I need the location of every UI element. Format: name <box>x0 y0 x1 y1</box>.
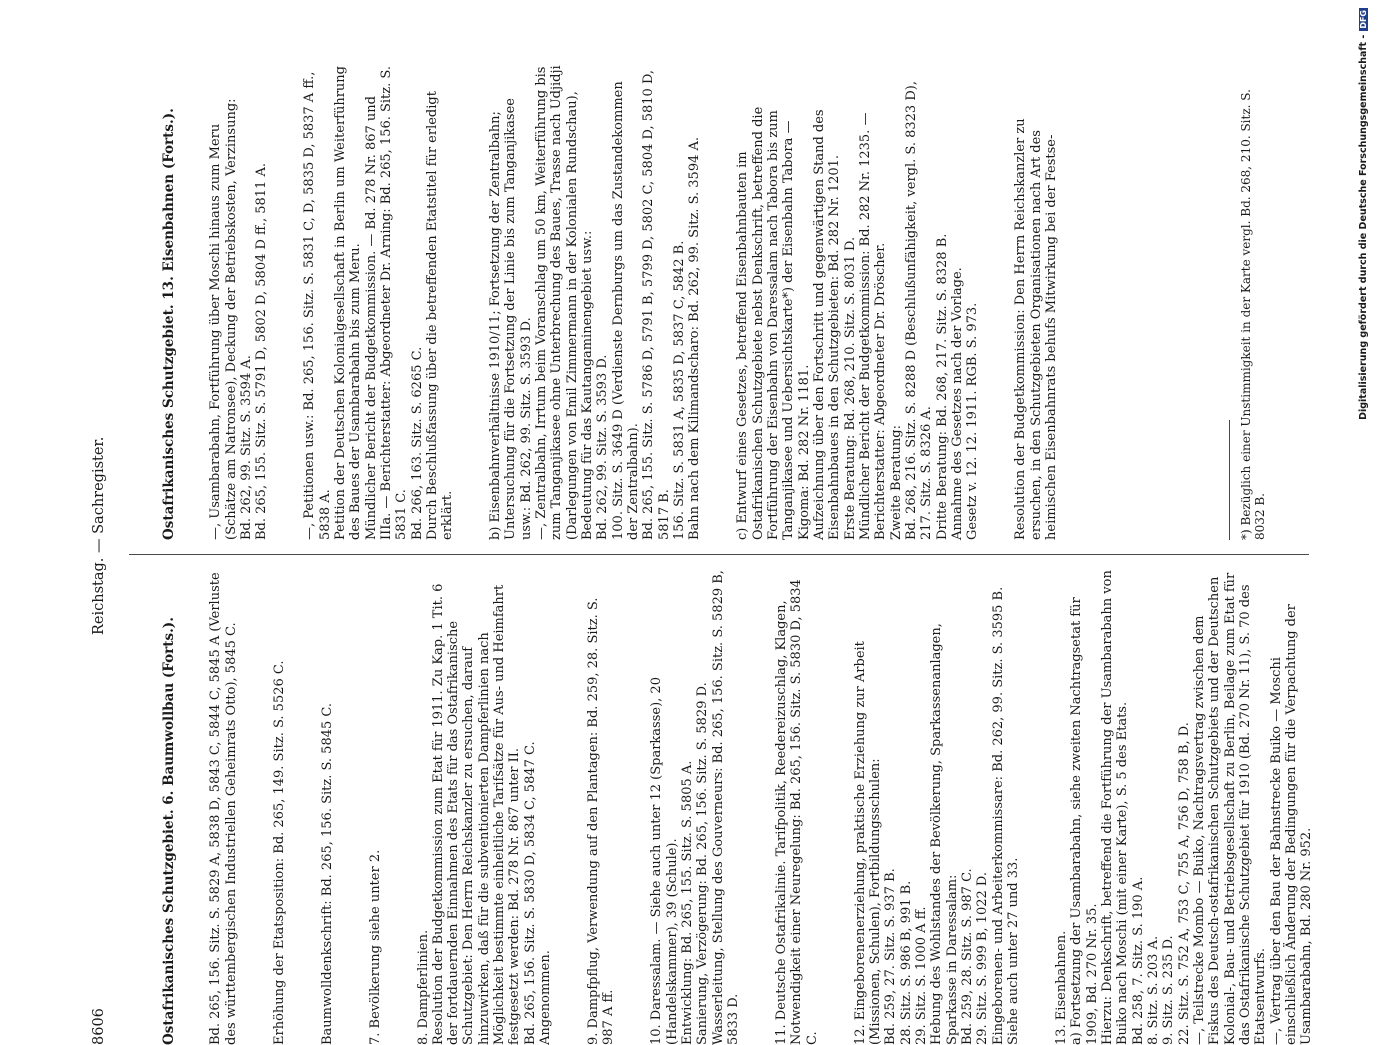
scanned-page <box>91 45 1331 1045</box>
index-entry: 8. Dampferlinien. Resolution der Budgetkommission zum Etat für 1911. Zu Kap. 1 Tit. 6 der fortdauernden Einnahmen des Etats für das Ostafrikanische Schutzgebiet: Den Herrn Reichskanzler zu ersuchen, darauf hinzuwirken, daß für die subventionierten Dampferlinien nach Möglichkeit bestimmte einheitliche Tarifsätze für Aus- und Heimfahrt festgesetzt werden: Bd. 278 Nr. 867 unter II. Bd. 265, 156. Sitz. S. 5830 D, 5834 C, 5847 C. Angenommen. <box>415 583 554 1045</box>
column-divider <box>129 554 1309 555</box>
column-heading: Ostafrikanisches Schutzgebiet. 13. Eisenbahnen (Forts.). <box>160 108 177 540</box>
page-number: 8606 <box>91 1008 107 1045</box>
index-entry: —, Usambarabahn, Fortführung über Moschi hinaus zum Meru (Schätze am Natronsee), Deckung der Betriebskosten, Verzinsung: Bd. 262, 99. Sitz. S. 3594 A. Bd. 265, 155. Sitz. S. 5791 D, 5802 D, 5804 D ff., 5811 A. <box>208 98 270 540</box>
index-entry: 7. Bevölkerung siehe unter 2. <box>367 849 383 1045</box>
left-column <box>131 570 1347 1045</box>
credit-text: Digitalisierung gefördert durch die Deutsche Forschungsgemeinschaft - <box>1358 34 1369 420</box>
running-head <box>91 70 111 1045</box>
running-head-title: Reichstag. — Sachregister. <box>91 436 107 635</box>
index-entry: Baumwolldenkschrift: Bd. 265, 156. Sitz. S. 5845 C. <box>319 702 335 1045</box>
index-entry: 10. Daressalam. — Siehe auch unter 12 (Sparkasse), 20 (Handelskammer), 39 (Schule). Entwicklung: Bd. 265, 155. Sitz. S. 5805 A. Sanierung, Verzögerung: Bd. 265, 156. Sitz. S. 5829 D. Wasserleitung, Stellung des Gouverneurs: Bd. 265, 156. Sitz. S. 5829 B, 5833 D. <box>649 570 742 1045</box>
index-entry: 12. Eingeborenenerziehung, praktische Erziehung zur Arbeit (Missionen, Schulen), Fortbildungsschulen: Bd. 259, 27. Sitz. S. 937 B. 28. Sitz. S. 986 B, 991 B. 29. Sitz. S. 1000 A ff. Hebung des Wohlstandes der Bevölkerung, Sparkassenanlagen, Sparkasse in Daressalam: Bd. 259, 28. Sitz. S. 987 C. 29. Sitz. S. 999 B, 1022 D. Eingeborenen- und Arbeiterkommissare: Bd. 262, 99. Sitz. S. 3595 B. Siehe auch unter 27 und 33. <box>852 586 1021 1045</box>
footnote: *) Bezüglich einer Unstimmigkeit in der Karte vergl. Bd. 268, 210. Sitz. S. 8032 B. <box>1239 85 1268 540</box>
digitization-credit <box>1358 8 1378 788</box>
column-heading: Ostafrikanisches Schutzgebiet. 6. Baumwollbau (Forts.). <box>160 617 177 1045</box>
right-column <box>131 65 1092 540</box>
index-entry: b) Eisenbahnverhältnisse 1910/11; Fortsetzung der Zentralbahn; Untersuchung für die Fortsetzung der Linie bis zum Tanganjikasee usw.: Bd. 262, 99. Sitz. S. 3593 D. —, Zentralbahn, Irrtum beim Voranschlag um 50 km, Weiterführung bis zum Tanganjikasee ohne Unterbrechung des Baues, Trasse nach Udjidji (Darlegungen von Emil Zimmermann in der Kolonialen Rundschau), Bedeutung für das Kautangaminengebiet usw.: Bd. 262, 99. Sitz. S. 3593 D. 100. Sitz. S. 3649 D (Verdienste Dernburgs um das Zustandekommen der Zentralbahn). Bd. 265, 155. Sitz. S. 5786 D, 5791 B, 5799 D, 5802 C, 5804 D, 5810 D, 5817 B. 156. Sitz. S. 5831 A, 5835 D, 5837 C, 5842 B. Bahn nach dem Kilimandscharo: Bd. 262, 99. Sitz. S. 3594 A. <box>488 65 703 540</box>
index-entry: 9. Dampfpflug, Verwendung auf den Plantagen: Bd. 259, 28. Sitz. S. 987 A ff. <box>586 593 617 1045</box>
index-entry: Bd. 265, 156. Sitz. S. 5829 A, 5838 D, 5843 C, 5844 C, 5845 A (Verluste des württembergischen Industriellen Geheimrats Otto), 5845 C. <box>208 568 239 1045</box>
index-entry: c) Entwurf eines Gesetzes, betreffend Eisenbahnbauten im Ostafrikanischen Schutzgebiete nebst Denkschrift, betreffend die Fortführung der Eisenbahn von Daressalam nach Tabora bis zum Tanganjikasee und Uebersichtskarte*) der Eisenbahn Tabora — Kigoma: Bd. 282 Nr. 1181. Aufzeichnung über den Fortschritt und gegenwärtigen Stand des Eisenbahnbaues in den Schutzgebieten: Bd. 282 Nr. 1201. Erste Beratung: Bd. 268, 210. Sitz. S. 8031 D. Mündlicher Bericht der Budgetkommission: Bd. 282 Nr. 1235. — Berichterstatter: Abgeordneter Dr. Dröscher. Zweite Beratung: Bd. 268, 216. Sitz. S. 8288 D (Beschlußunfähigkeit, vergl. S. 8323 D), 217. Sitz. S. 8326 A. Dritte Beratung: Bd. 268, 217. Sitz. S. 8328 B. Annahme des Gesetzes nach der Vorlage. Gesetz v. 12. 12. 1911. RGB. S. 973. <box>735 81 981 540</box>
index-entry: Erhöhung der Etatsposition: Bd. 265, 149. Sitz. S. 5526 C. <box>271 660 287 1045</box>
index-entry: 13. Eisenbahnen. a) Fortsetzung der Usambarabahn, siehe zweiten Nachtragsetat für 1909, Bd. 270 Nr. 35. Hierzu: Denkschrift, betreffend die Fortführung der Usambarabahn von Buiko nach Moschi (mit einer Karte), S. 5 des Etats. Bd. 258, 7. Sitz. S. 190 A. 8. Sitz. S. 203 A. 9. Sitz. S. 235 D. 22. Sitz. S. 752 A, 753 C, 755 A, 756 D, 758 B, D. —, Teilstrecke Mombo — Buiko, Nachtragsvertrag zwischen dem Fiskus des Deutsch-ostafrikanischen Schutzgebiets und der Deutschen Kolonial-, Bau- und Betriebsgesellschaft zu Berlin, Beilage zum Etat für das Ostafrikanische Schutzgebiet für 1910 (Bd. 270 Nr. 11), S. 70 des Etatsentwurfs. —, Vertrag über den Bau der Bahnstrecke Buiko — Moschi einschließlich Änderung der Bedingungen für die Verpachtung der Usambarabahn, Bd. 280 Nr. 952. <box>1053 570 1315 1045</box>
footnote-rule <box>1229 420 1230 540</box>
index-entry: 11. Deutsche Ostafrikalinie. Tarifpolitik, Reedereizuschlag, Klagen, Notwendigkeit einer Neuregelung: Bd. 265, 156. Sitz. S. 5830 D, 5834 C. <box>774 575 820 1045</box>
dfg-logo: DFG <box>1359 10 1368 29</box>
index-entry: Resolution der Budgetkommission: Den Herrn Reichskanzler zu ersuchen, in den Schutzgebieten Organisationen nach Art des heimischen Eisenbahnrats behufs Mitwirkung bei der Festse- <box>1013 114 1059 540</box>
index-entry: —, Petitionen usw.: Bd. 265, 156. Sitz. S. 5831 C, D, 5835 D, 5837 A ff., 5838 A. Petition der Deutschen Kolonialgesellschaft in Berlin um Weiterführung des Baues der Usambarabahn bis zum Meru. Mündlicher Bericht der Budgetkommission. — Bd. 278 Nr. 867 und IIIa. — Berichterstatter: Abgeordneter Dr. Arning: Bd. 265, 156. Sitz. S. 5831 C. Bd. 266, 163. Sitz. S. 6265 C. Durch Beschlußfassung über die betreffenden Etatstitel für erledigt erklärt. <box>302 66 456 540</box>
